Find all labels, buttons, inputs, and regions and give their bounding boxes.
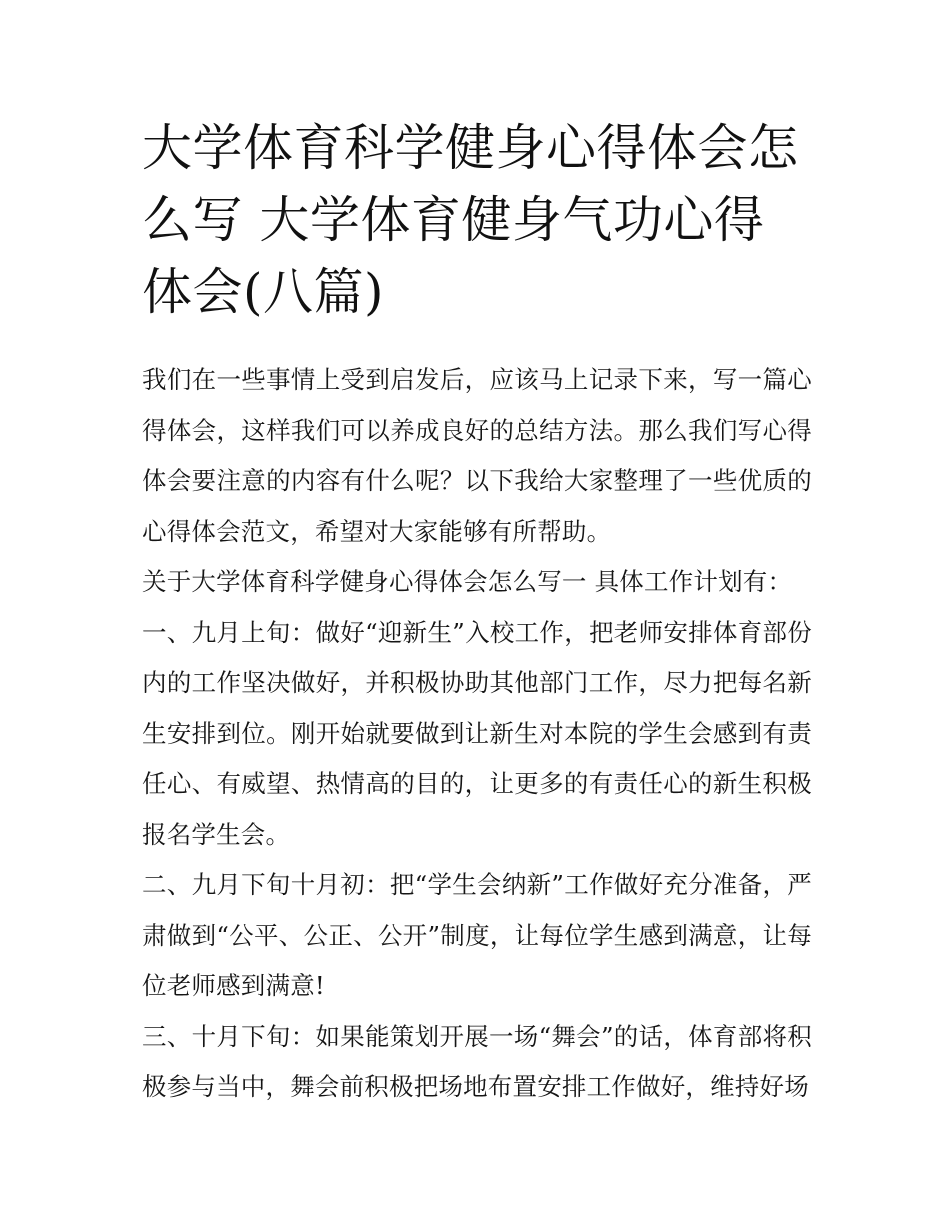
intro-paragraph: 我们在一些事情上受到启发后，应该马上记录下来，写一篇心得体会，这样我们可以养成良好的总结方法。那么我们写心得体会要注意的内容有什么呢？以下我给大家整理了一些优质的心得体会范文，希望对大家能够有所帮助。 bbox=[142, 365, 812, 546]
document-title: 大学体育科学健身心得体会怎么写 大学体育健身气功心得体会(八篇) bbox=[142, 119, 799, 321]
plan-item-1-paragraph: 一、九月上旬：做好“迎新生”入校工作，把老师安排体育部份内的工作坚决做好，并积极协助其他部门工作，尽力把每名新生安排到位。刚开始就要做到让新生对本院的学生会感到有责任心、有威望、热情高的目的，让更多的有责任心的新生积极报名学生会。 bbox=[142, 617, 812, 849]
section-heading-paragraph: 关于大学体育科学健身心得体会怎么写一 具体工作计划有： bbox=[142, 567, 793, 596]
plan-item-2-paragraph: 二、九月下旬十月初：把“学生会纳新”工作做好充分准备，严肃做到“公平、公正、公开”制度，让每位学生感到满意，让每位老师感到满意! bbox=[142, 870, 812, 1000]
plan-item-3-paragraph: 三、十月下旬：如果能策划开展一场“舞会”的话，体育部将积极参与当中，舞会前积极把场地布置安排工作做好，维持好场 bbox=[142, 1021, 812, 1101]
document-body bbox=[142, 355, 812, 1113]
